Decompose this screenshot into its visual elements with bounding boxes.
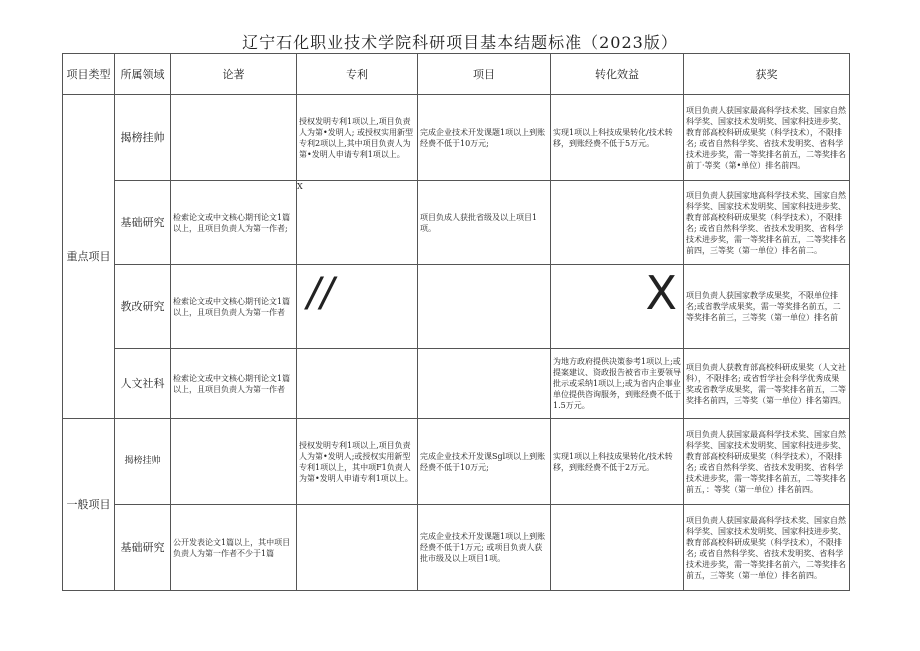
slash-mark: // <box>307 270 334 316</box>
paper-cell: 公开发表论文1篇以上，其中项目负责人为第一作者不少于1篇 <box>171 505 297 591</box>
header-patent: 专利 <box>297 54 418 95</box>
project-cell <box>418 265 551 349</box>
award-cell: 项目负责人获国家地高科学技术奖、国家自然科学奖、国家技术发明奖、国家科技进步奖、教育部高校科研成果奖（科学技术），不限排名; 或省自然科学奖、省技术发明奖、省科学技术进步奖，需一等奖排名前五，二等奖排名前四，三等奖（第一单位）排名前二。 <box>684 181 850 265</box>
patent-cell <box>297 265 418 349</box>
header-project: 项目 <box>418 54 551 95</box>
domain-cell: 基础研究 <box>115 505 171 591</box>
header-benefit: 转化效益 <box>551 54 684 95</box>
header-type: 项目类型 <box>63 54 115 95</box>
patent-cell <box>297 349 418 419</box>
project-type-general: 一般项目 <box>63 419 115 591</box>
patent-cell: 授权发明专利1项以上,项目负责人为第•发明人;或授权实用新型专利1项以上，其中项F1负责人为第•发明人申请专利1项以上。 <box>297 419 418 505</box>
table-row <box>63 181 850 265</box>
table-row <box>63 95 850 181</box>
domain-cell: 人文社科 <box>115 349 171 419</box>
paper-cell: 检索论文或中文核心期刊论文1篇以上，且项目负责人为第一作者 <box>171 265 297 349</box>
award-cell: 项目负责人获国家最高科学技术奖、国家自然科学奖、国家技术发明奖、国家科技进步奖、教育部高校科研成果奖（科学技术），不限排名; 或省自然科学奖、省技术发明奖、省科学技术进步奖，需一等奖排名前六，二等奖排名前五，三等奖（第一单位）排名前四。 <box>684 505 850 591</box>
benefit-cell <box>551 181 684 265</box>
domain-cell: 揭榜挂帅 <box>115 419 171 505</box>
patent-cell: 授权发明专利1项以上,项目负责人为第•发明人; 或授权实用新型专利2项以上,其中项目负责人为第•发明人申请专利1项以上。 <box>297 95 418 181</box>
cross-mark: X <box>645 266 677 320</box>
award-cell: 项目负责人获国家最高科学技术奖、国家自然科学奖、国家技术发明奖、国家科技进步奖、教育部高校科研成果奖（科学技术），不限排名; 或省自然科学奖、省技术发明奖、省科学技术进步奖，需一等奖排名前五，二等奖排名前丁·等奖（第•单位）排名前四。 <box>684 95 850 181</box>
table-row <box>63 419 850 505</box>
table-row <box>63 349 850 419</box>
domain-cell: 揭榜挂帅 <box>115 95 171 181</box>
header-domain: 所属领域 <box>115 54 171 95</box>
patent-cell <box>297 505 418 591</box>
project-cell <box>418 349 551 419</box>
benefit-cell: 实现1项以上科技成果转化/技术转移，到账经费不低于2万元。 <box>551 419 684 505</box>
header-award: 获奖 <box>684 54 850 95</box>
page-title: 辽宁石化职业技术学院科研项目基本结题标准（2023版） <box>242 33 678 52</box>
cross-mark: X <box>297 182 303 191</box>
benefit-cell: 为地方政府提供决策参考1项以上;或提案建议、资政报告被省市主要领导批示或采纳1项以上;或为省内企事业单位提供咨询服务，到账经费不低于1.5万元。 <box>551 349 684 419</box>
paper-cell <box>171 95 297 181</box>
project-cell: 完成企业技术开发课题1项以上到账经费不低于10万元; <box>418 95 551 181</box>
award-cell: 项目负责人获国家教学成果奖，不限单位排名;或省教学成果奖，需一等奖排名前五，二等奖排名前三，三等奖（第一单位）排名前 <box>684 265 850 349</box>
table-row <box>63 505 850 591</box>
patent-cell <box>297 181 418 265</box>
project-type-key: 重点项目 <box>63 95 115 419</box>
domain-cell: 基础研究 <box>115 181 171 265</box>
benefit-cell: 实现1项以上科技成果转化/技术转移，到账经费不低于5万元。 <box>551 95 684 181</box>
award-cell: 项目负责人获教育部高校科研成果奖（人文社科），不限排名; 或省哲学社会科学优秀成果奖或省教学成果奖，需一等奖排名前五，二等奖排名前四，三等奖（第一单位）排名第四。 <box>684 349 850 419</box>
header-paper: 论著 <box>171 54 297 95</box>
standards-table <box>62 53 850 591</box>
award-cell: 项目负责人获国家最高科学技术奖、国家自然科学奖、国家技术发明奖、国家科技进步奖、教育部高校科研成果奖（科学技术），不限排名; 或省自然科学奖、省技术发明奖、省科学技术进步奖，需一等奖排名前五，二等奖排名前五，：等奖（第一单位）排名前四。 <box>684 419 850 505</box>
domain-cell: 教改研究 <box>115 265 171 349</box>
paper-cell: 检索论文或中文核心期刊论文1篇以上，且项目负责人为第一作者 <box>171 349 297 419</box>
benefit-cell <box>551 505 684 591</box>
paper-cell <box>171 419 297 505</box>
benefit-cell <box>551 265 684 349</box>
table-header-row <box>63 54 850 95</box>
project-cell: 完成企业技术开发课题1项以上到账经费不低于1万元; 或项目负责人获批市级及以上项目1项。 <box>418 505 551 591</box>
table-row <box>63 265 850 349</box>
paper-cell: 检索论文或中文核心期刊论文1篇以上，且项目负责人为第一作者; <box>171 181 297 265</box>
project-cell: 项目负成人获批省级及以上项目1项。 <box>418 181 551 265</box>
project-cell: 完成企业技术开发课Sgl项以上到账经费不低于10万元; <box>418 419 551 505</box>
